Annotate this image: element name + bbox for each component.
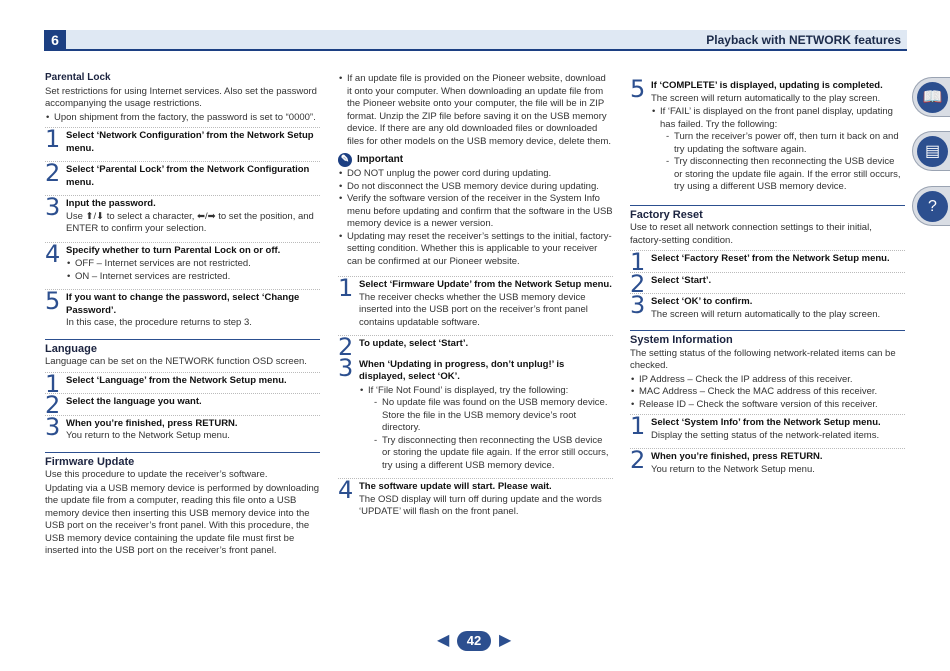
- receiver-icon: ▤: [917, 136, 948, 167]
- column-3: [630, 75, 905, 479]
- firmware-bullet: • If an update file is provided on the Pioneer website, download it onto your computer. When downloading an update file from the Pioneer website onto your computer, the file will be in ZIP format. Unzip the ZIP file before saving it on the USB memory device. If there are any old downloaded files or downloaded files for other models on the USB memory device, delete them.: [338, 73, 613, 148]
- parental-step-3: 3 Input the password. Use ⬆/⬇ to select a character, ⬅/➡ to set the position, and ENTER to confirm your selection.: [45, 195, 320, 239]
- parental-step-4: 4 Specify whether to turn Parental Lock on or off. • OFF – Internet services are not restricted. • ON – Internet services are restricted.: [45, 242, 320, 287]
- prev-page-icon[interactable]: ◀: [437, 632, 450, 649]
- page-navigation: [437, 631, 515, 651]
- step-text: Input the password.: [66, 198, 156, 209]
- parental-step-2: 2 Select ‘Parental Lock’ from the Network Configuration menu.: [45, 161, 320, 192]
- parental-lock-heading: Parental Lock: [45, 72, 111, 83]
- step-desc: You return to the Network Setup menu.: [66, 430, 230, 441]
- step-text: Specify whether to turn Parental Lock on or off.: [66, 244, 281, 256]
- system-info-heading: System Information: [630, 330, 905, 347]
- step-text: Select ‘Language’ from the Network Setup menu.: [66, 374, 287, 386]
- step-desc: Use ⬆/⬇ to select a character, ⬅/➡ to set the position, and ENTER to confirm your selection.: [66, 210, 314, 234]
- important-text: Important: [357, 153, 404, 165]
- fix-item: - Try disconnecting then reconnecting the USB device or storing the update file again. If the error still occurs, try using a different USB memory device.: [373, 435, 613, 473]
- step-text: Select ‘OK’ to confirm.: [651, 296, 753, 307]
- parental-bullet: • Upon shipment from the factory, the password is set to “0000”.: [45, 112, 320, 125]
- parental-step-1: 1 Select ‘Network Configuration’ from the Network Setup menu.: [45, 127, 320, 158]
- step-text: Select ‘Start’.: [651, 274, 712, 286]
- step-desc: You return to the Network Setup menu.: [651, 463, 815, 475]
- tools-icon: ?: [917, 191, 948, 222]
- side-tab-components[interactable]: [912, 131, 950, 171]
- step-text: Select ‘System Info’ from the Network Setup menu.: [651, 417, 881, 428]
- fix-item: - No update file was found on the USB memory device. Store the file in the USB memory device’s root directory.: [373, 397, 613, 435]
- firmware-step-1: 1 Select ‘Firmware Update’ from the Network Setup menu. The receiver checks whether the USB memory device inserted into the USB port on the receiver’s front panel contains updatable software.: [338, 276, 613, 332]
- language-step-2: 2 Select the language you want.: [45, 393, 320, 412]
- factory-reset-heading: Factory Reset: [630, 205, 905, 222]
- important-bullets: [338, 168, 613, 268]
- important-icon: ✎: [338, 153, 352, 167]
- chapter-title: Playback with NETWORK features: [706, 33, 901, 47]
- step-desc: The receiver checks whether the USB memory device inserted into the USB port on the receiver’s front panel contains updatable software.: [359, 291, 588, 328]
- step-text: Select ‘Parental Lock’ from the Network Configuration menu.: [66, 164, 310, 188]
- sysinfo-item: • MAC Address – Check the MAC address of this receiver.: [630, 386, 905, 399]
- language-heading: Language: [45, 339, 320, 356]
- side-tab-contents[interactable]: [912, 77, 950, 117]
- book-icon: 📖: [917, 82, 948, 113]
- language-step-3: 3 When you’re finished, press RETURN. You return to the Network Setup menu.: [45, 415, 320, 446]
- next-page-icon[interactable]: ▶: [499, 632, 512, 649]
- side-tab-troubleshooting[interactable]: [912, 186, 950, 226]
- step-desc: The screen will return automatically to the play screen.: [651, 92, 881, 104]
- step-text: If ‘COMPLETE’ is displayed, updating is completed.: [651, 80, 883, 91]
- firmware-heading: Firmware Update: [45, 452, 320, 469]
- fail-note: • If ‘FAIL’ is displayed on the front panel display, updating has failed. Try the following:: [651, 106, 905, 131]
- firmware-bullets: [338, 73, 613, 148]
- step-desc: In this case, the procedure returns to step 3.: [66, 317, 252, 328]
- step-text: When ‘Updating in progress, don’t unplug!’ is displayed, select ‘OK’.: [359, 358, 565, 382]
- language-intro: Language can be set on the NETWORK function OSD screen.: [45, 356, 307, 367]
- step-text: Select ‘Factory Reset’ from the Network Setup menu.: [651, 253, 890, 264]
- sysinfo-step-2: 2 When you’re finished, press RETURN. You return to the Network Setup menu.: [630, 448, 905, 479]
- sysinfo-item: • IP Address – Check the IP address of this receiver.: [630, 374, 905, 387]
- step-text: The software update will start. Please wait.: [359, 481, 552, 492]
- step-desc: Display the setting status of the network-related items.: [651, 429, 880, 441]
- important-item: • DO NOT unplug the power cord during updating.: [338, 168, 613, 181]
- option-off: • OFF – Internet services are not restricted.: [66, 258, 320, 271]
- important-label: [338, 153, 613, 167]
- important-item: • Verify the software version of the receiver in the System Info menu before updating and confirm that the software in the USB memory device is a newer version.: [338, 193, 613, 231]
- language-step-1: 1 Select ‘Language’ from the Network Setup menu.: [45, 372, 320, 391]
- factory-step-2: 2 Select ‘Start’.: [630, 272, 905, 291]
- important-item: • Do not disconnect the USB memory device during updating.: [338, 181, 613, 194]
- factory-step-3: 3 Select ‘OK’ to confirm. The screen will return automatically to the play screen.: [630, 293, 905, 324]
- column-2: [338, 72, 613, 522]
- firmware-p2: Updating via a USB memory device is performed by downloading the update file from a computer, reading this file onto a USB memory device then inserting this USB memory device into the USB port on the receiver’s front panel. With this procedure, the USB memory device containing the update file must first be inserted into the USB port on the receiver’s front panel.: [45, 482, 320, 556]
- step-text: When you’re finished, press RETURN.: [66, 417, 238, 429]
- parental-step-5: 5 If you want to change the password, select ‘Change Password’. In this case, the procedure returns to step 3.: [45, 289, 320, 333]
- parental-intro: Set restrictions for using Internet services. Also set the password accompanying the usage restrictions.: [45, 85, 317, 109]
- step-text: If you want to change the password, select ‘Change Password’.: [66, 292, 300, 316]
- firmware-p1: Use this procedure to update the receiver’s software.: [45, 469, 268, 480]
- option-on: • ON – Internet services are restricted.: [66, 271, 320, 284]
- column-1: [45, 72, 320, 558]
- step-text: Select the language you want.: [66, 396, 202, 407]
- sysinfo-intro: The setting status of the following network-related items can be checked.: [630, 347, 896, 371]
- step-desc: The OSD display will turn off during update and the words ‘UPDATE’ will flash on the front panel.: [359, 493, 602, 517]
- page-number: 42: [457, 631, 491, 651]
- fix-item: - Try disconnecting then reconnecting the USB device or storing the update file again. If the error still occurs, try using a different USB memory device.: [665, 156, 905, 194]
- fix-item: - Turn the receiver’s power off, then turn it back on and try updating the software again.: [665, 131, 905, 156]
- factory-step-1: 1 Select ‘Factory Reset’ from the Network Setup menu.: [630, 250, 905, 269]
- firmware-step-3: 3 When ‘Updating in progress, don’t unplug!’ is displayed, select ‘OK’. • If ‘File Not Found’ is displayed, try the following: - No update file was found on the USB memory device. Store the file in the USB memory device’s root directory. - Try disconnecting then reconnecting the USB device or storing the update file again. If the error still occurs, try using a different USB memory device.: [338, 357, 613, 476]
- sysinfo-bullets: [630, 374, 905, 412]
- step-desc: The screen will return automatically to the play screen.: [651, 308, 881, 320]
- important-item: • Updating may reset the receiver’s settings to the initial, factory-setting condition. Whether this is applicable to your receiver can be confirmed at our Pioneer website.: [338, 231, 613, 269]
- step-text: Select ‘Firmware Update’ from the Network Setup menu.: [359, 279, 612, 290]
- firmware-step-2: 2 To update, select ‘Start’.: [338, 335, 613, 354]
- firmware-step-4: 4 The software update will start. Please wait. The OSD display will turn off during update and the words ‘UPDATE’ will flash on the front panel.: [338, 478, 613, 522]
- step-text: Select ‘Network Configuration’ from the Network Setup menu.: [66, 130, 314, 154]
- step-text: To update, select ‘Start’.: [359, 338, 469, 349]
- factory-intro: Use to reset all network connection settings to their initial, factory-setting condition.: [630, 222, 872, 246]
- step-text: When you’re finished, press RETURN.: [651, 451, 823, 462]
- firmware-step-5: 5 If ‘COMPLETE’ is displayed, updating is completed. The screen will return automatically to the play screen. • If ‘FAIL’ is displayed on the front panel display, updating has failed. Try the following: - Turn the receiver’s power off, then turn it back on and try updating the software again. - Try disconnecting then reconnecting the USB device or storing the update file again. If the error still occurs, try using a different USB memory device.: [630, 78, 905, 197]
- chapter-number: 6: [44, 30, 66, 51]
- parental-bullets: [45, 112, 320, 125]
- file-not-found-note: • If ‘File Not Found’ is displayed, try the following:: [359, 385, 613, 398]
- sysinfo-item: • Release ID – Check the software version of this receiver.: [630, 399, 905, 412]
- sysinfo-step-1: 1 Select ‘System Info’ from the Network Setup menu. Display the setting status of the network-related items.: [630, 414, 905, 445]
- page-header: [44, 30, 907, 51]
